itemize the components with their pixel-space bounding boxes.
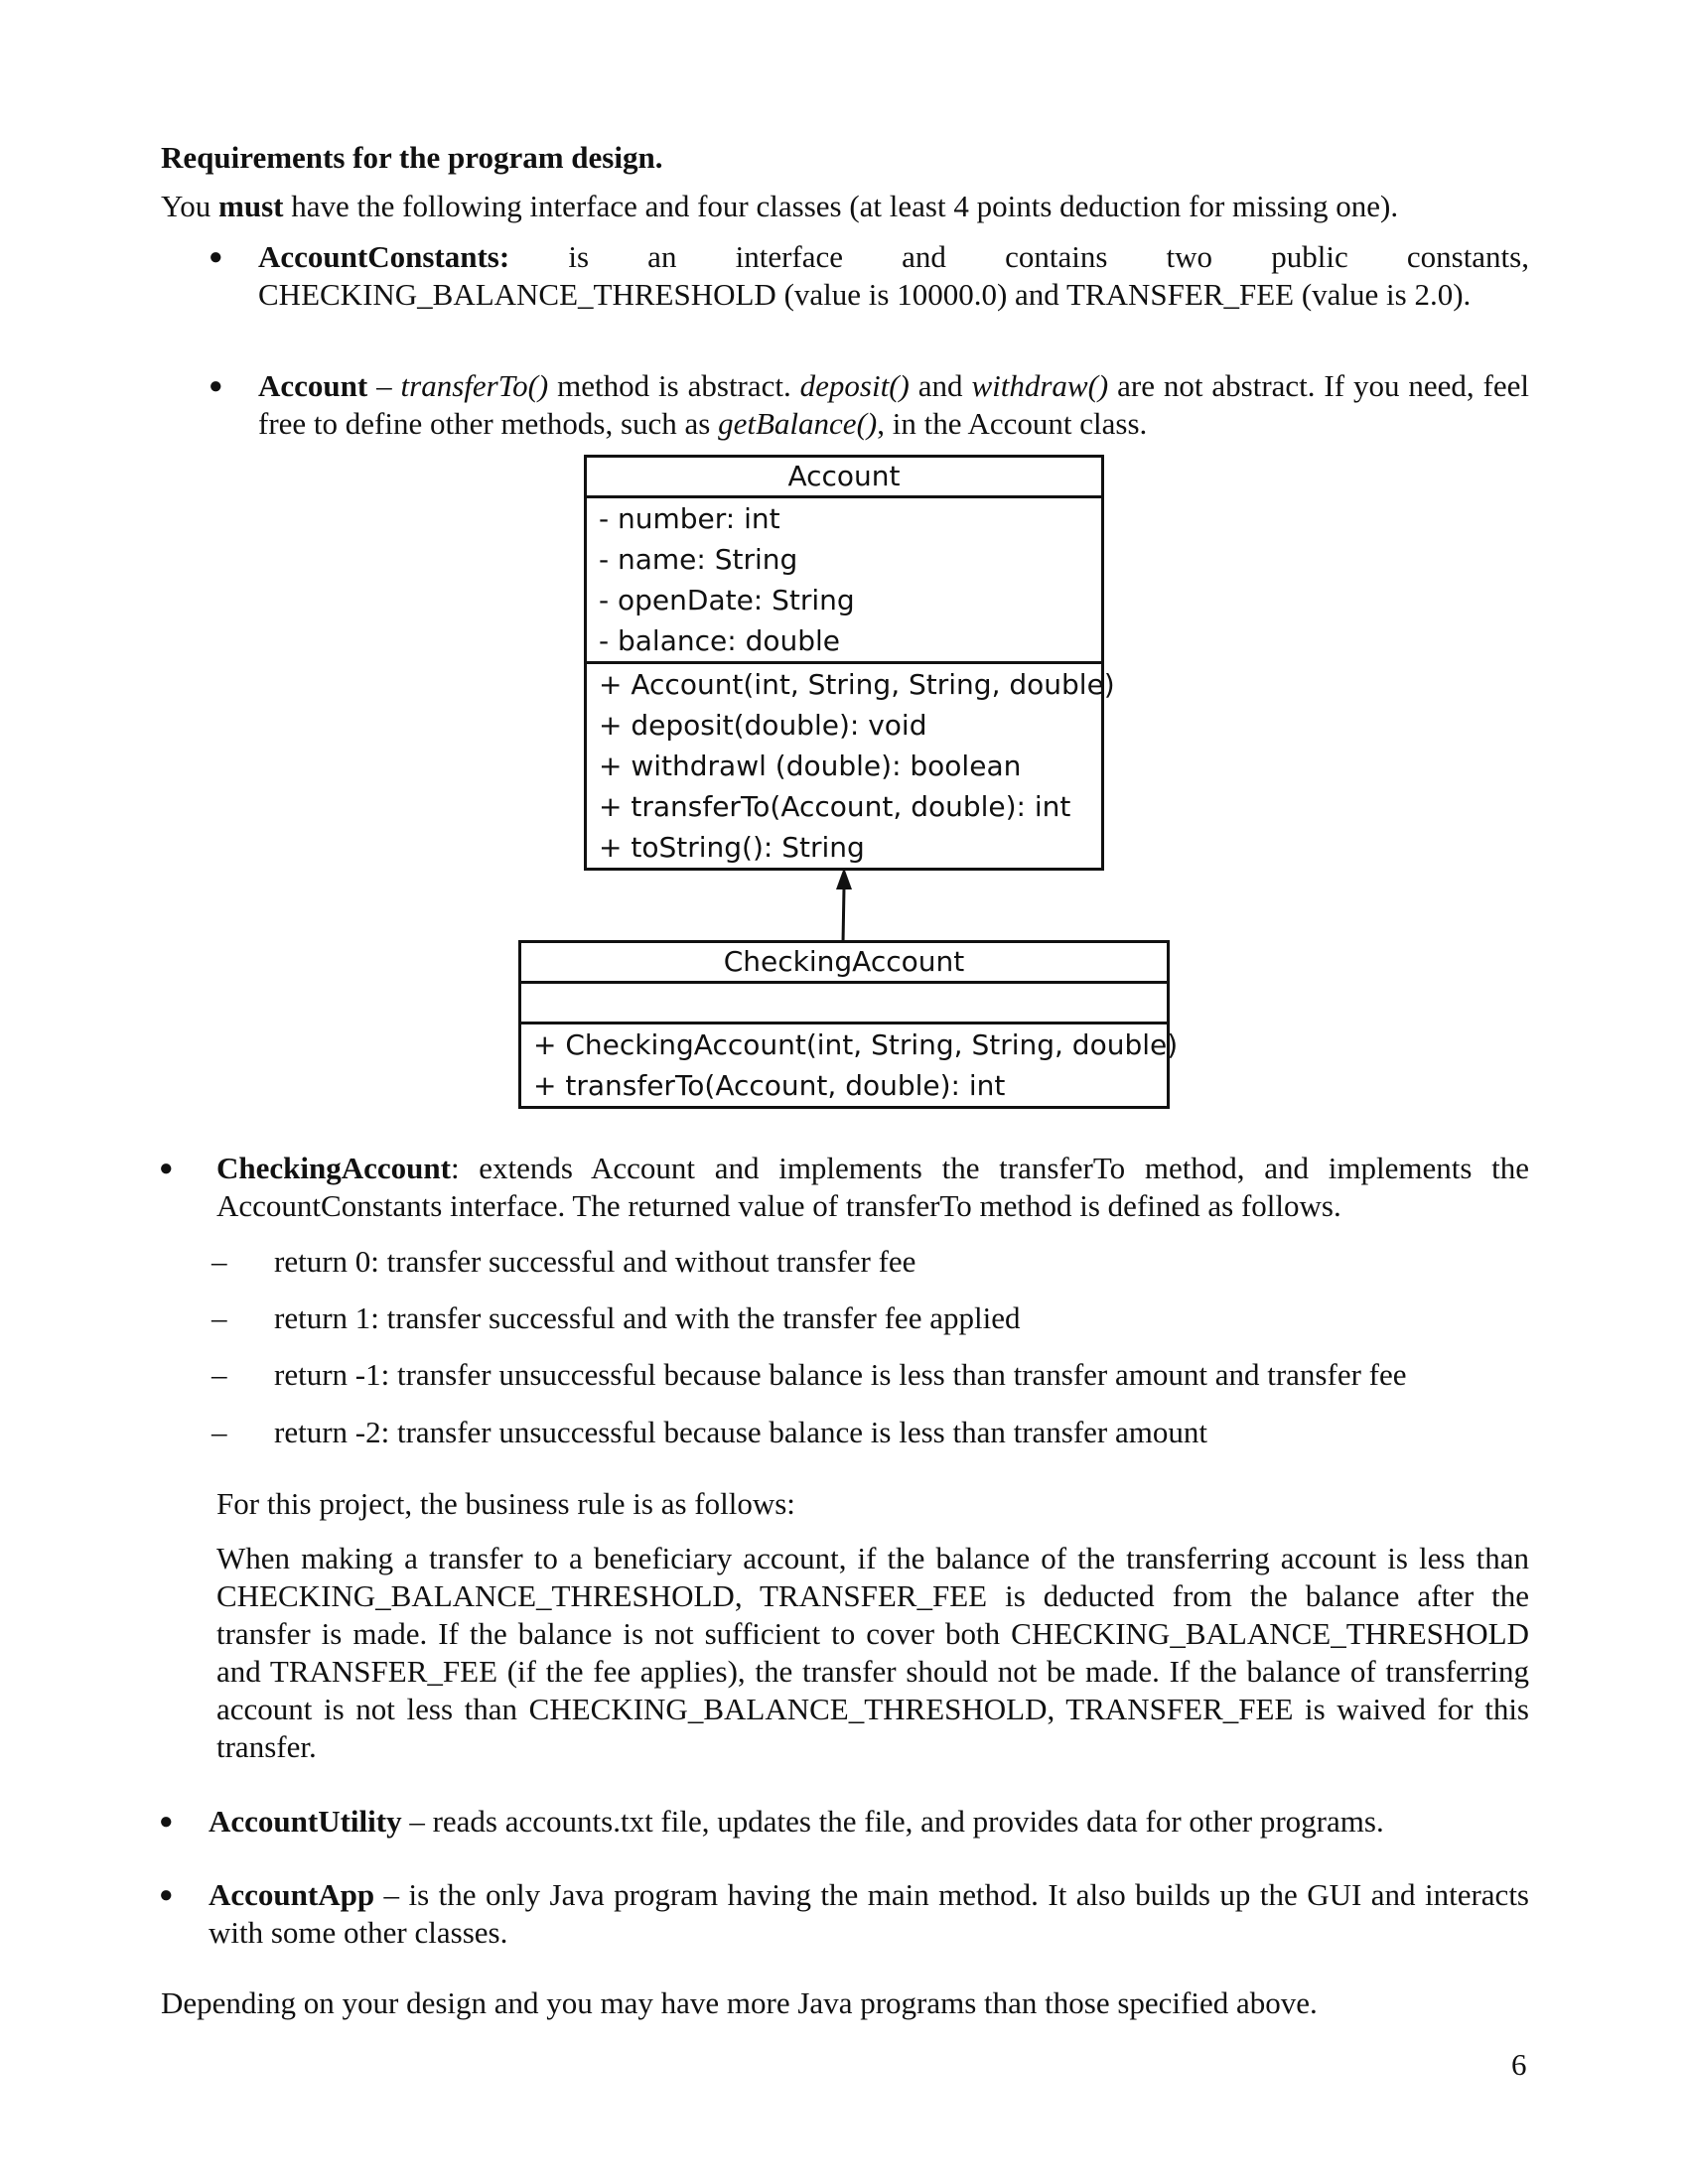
intro-text-rest: have the following interface and four classes (at least 4 points deduction for missing one). (283, 189, 1399, 223)
inheritance-arrow-icon (824, 866, 864, 943)
return-item: return -2: transfer unsuccessful because balance is less than transfer amount (274, 1415, 1207, 1449)
uml-method: + toString(): String (599, 831, 865, 864)
dash-icon: – (211, 1244, 227, 1279)
uml-method: + withdrawl (double): boolean (599, 750, 1022, 782)
uml-attribute: - name: String (599, 543, 798, 576)
uml-method: + deposit(double): void (599, 709, 927, 742)
account-utility-desc: – reads accounts.txt file, updates the file, and provides data for other programs. (401, 1804, 1384, 1839)
account-desc-1: method is abstract. (548, 368, 800, 403)
bullet-icon: ● (159, 1882, 174, 1908)
checking-account-desc: : extends Account and implements the transferTo method, and implements the AccountConstants interface. The returned value of transferTo method is defined as follows. (216, 1151, 1529, 1223)
uml-attribute: - balance: double (599, 624, 841, 657)
account-utility-name: AccountUtility (209, 1804, 402, 1839)
uml-method: + Account(int, String, String, double) (599, 668, 1115, 701)
uml-attribute: - number: int (599, 502, 780, 535)
method-getbalance: getBalance() (718, 406, 878, 441)
uml-methods (521, 1022, 1179, 1106)
account-desc-4: , in the Account class. (877, 406, 1148, 441)
account-app-desc: – is the only Java program having the main method. It also builds up the GUI and interacts with some other classes. (209, 1877, 1529, 1950)
bullet-icon: ● (209, 373, 223, 399)
uml-class-name: CheckingAccount (723, 945, 965, 978)
account-app-name: AccountApp (209, 1877, 375, 1912)
uml-methods (587, 661, 1115, 868)
section-heading: Requirements for the program design. (161, 140, 663, 175)
uml-attributes (587, 495, 1101, 661)
separator: – (367, 368, 401, 403)
checking-account-item (216, 1150, 1529, 1225)
return-item: return 1: transfer successful and with the transfer fee applied (274, 1300, 1021, 1335)
account-desc-3: are not abstract. If you need, feel free to define other methods, such as (258, 368, 1530, 441)
account-desc-2: and (909, 368, 972, 403)
uml-method: + transferTo(Account, double): int (533, 1069, 1006, 1102)
uml-class-account (584, 455, 1115, 871)
dash-icon: – (211, 1300, 227, 1335)
page-number: 6 (1511, 2047, 1527, 2082)
dash-icon: – (211, 1357, 227, 1392)
uml-attribute: - openDate: String (599, 584, 855, 616)
return-item: return 0: transfer successful and without transfer fee (274, 1244, 916, 1279)
intro-emphasis: must (218, 189, 284, 223)
account-constants-item (258, 238, 1529, 314)
uml-class-checking-account (518, 940, 1179, 1109)
business-rule-intro: For this project, the business rule is as follows: (216, 1486, 795, 1521)
account-utility-item (209, 1803, 1529, 1841)
account-name: Account (258, 368, 368, 403)
closing-paragraph: Depending on your design and you may have more Java programs than those specified above. (161, 1985, 1318, 2020)
intro-paragraph (161, 188, 1531, 225)
method-transferto: transferTo() (400, 368, 549, 403)
dash-icon: – (211, 1415, 227, 1449)
return-item: return -1: transfer unsuccessful because balance is less than transfer amount and transfer fee (274, 1357, 1407, 1392)
account-item (258, 367, 1529, 443)
uml-method: + transferTo(Account, double): int (599, 790, 1071, 823)
uml-attributes-empty (521, 981, 1167, 1022)
bullet-icon: ● (209, 244, 223, 270)
account-app-item (209, 1876, 1529, 1952)
checking-account-name: CheckingAccount (216, 1151, 451, 1185)
business-rule-text: When making a transfer to a beneficiary account, if the balance of the transferring account is less than CHECKING_BALANCE_THRESHOLD, TRANSFER_FEE is deducted from the balance after the transfer is made. If the balance is not sufficient to cover both CHECKING_BALANCE_THRESHOLD and TRANSFER_FEE (if the fee applies), the transfer should not be made. If the balance of transferring account is not less than CHECKING_BALANCE_THRESHOLD, TRANSFER_FEE is waived for this transfer. (216, 1541, 1529, 1764)
intro-text: You (161, 189, 219, 223)
account-constants-desc: is an interface and contains two public constants, CHECKING_BALANCE_THRESHOLD (value is 10000.0) and TRANSFER_FEE (value is 2.0). (258, 239, 1529, 312)
uml-method: + CheckingAccount(int, String, String, double) (533, 1028, 1179, 1061)
method-deposit: deposit() (799, 368, 910, 403)
account-constants-name: AccountConstants: (258, 239, 510, 274)
bullet-icon: ● (159, 1156, 174, 1181)
bullet-icon: ● (159, 1809, 174, 1835)
uml-class-name: Account (787, 460, 901, 492)
method-withdraw: withdraw() (971, 368, 1109, 403)
